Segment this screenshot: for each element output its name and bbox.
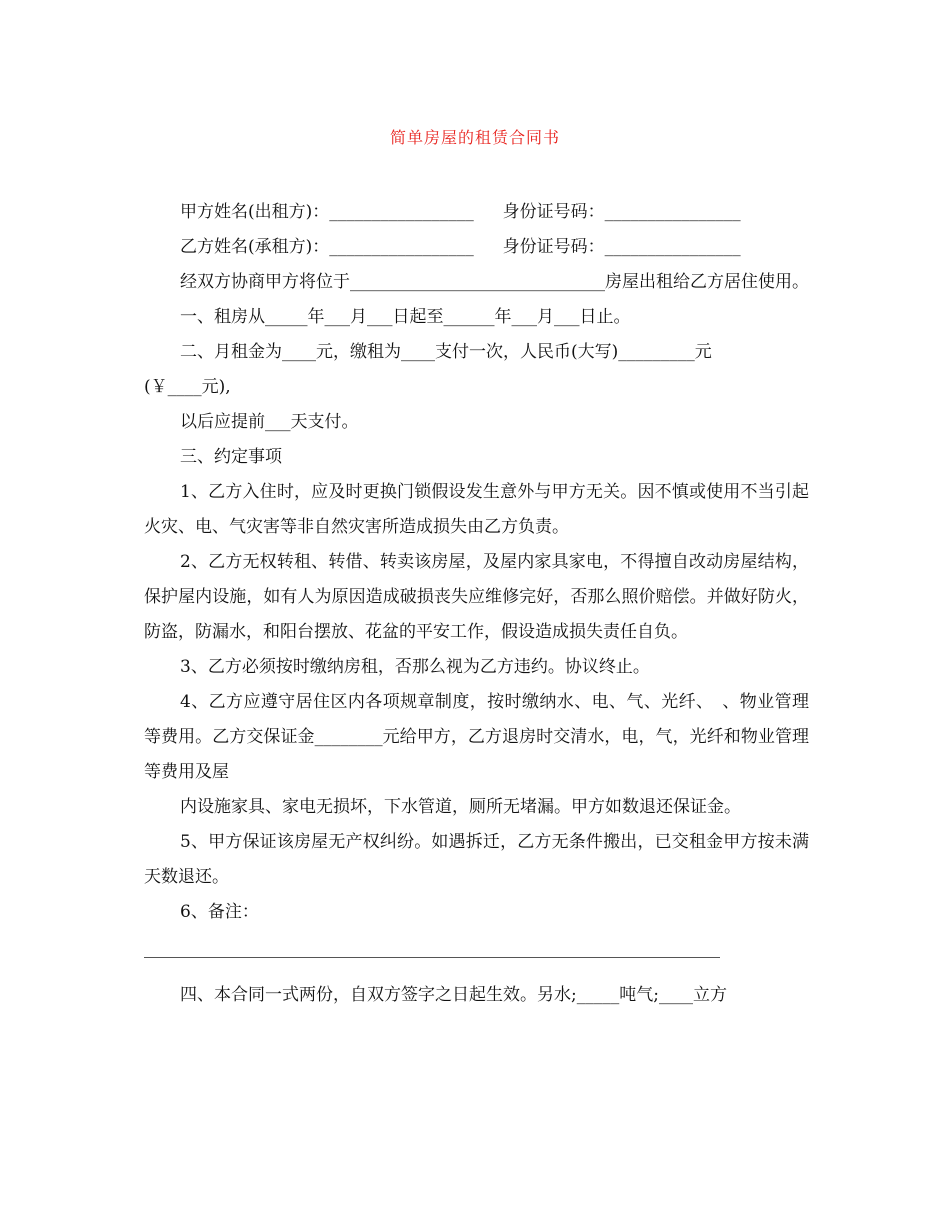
clause-3-heading: 三、约定事项: [180, 447, 282, 467]
clause-2-advance: 以后应提前___天支付。: [180, 412, 359, 432]
party-a-name-field: 甲方姓名(出租方)：_________________: [180, 202, 474, 222]
item-4: 4、乙方应遵守居住区内各项规章制度，按时缴纳水、电、气、光纤、 、物业管理等费用。乙方交保证金________元给甲方，乙方退房时交清水，电，气，光纤和物业管理等费用及屋: [144, 692, 809, 782]
item-2: 2、乙方无权转租、转借、转卖该房屋，及屋内家具家电，不得擅自改动房屋结构，保护屋内设施，如有人为原因造成破损丧失应维修完好，否那么照价赔偿。并做好防火，防盗，防漏水，和阳台摆放、花盆的平安工作，假设造成损失责任自负。: [144, 552, 809, 642]
item-1: 1、乙方入住时，应及时更换门锁假设发生意外与甲方无关。因不慎或使用不当引起火灾、电、气灾害等非自然灾害所造成损失由乙方负责。: [144, 482, 809, 537]
clause-2-rent: 二、月租金为____元，缴租为____支付一次，人民币(大写)_________元: [180, 342, 712, 362]
contract-body: [144, 195, 809, 1013]
item-3: 3、乙方必须按时缴纳房租，否那么视为乙方违约。协议终止。: [180, 657, 650, 677]
clause-1: 一、租房从_____年___月___日起至______年___月___日止。: [180, 307, 631, 327]
party-b-name-field: 乙方姓名(承租方)：_________________: [180, 237, 474, 257]
document-title: 简单房屋的租赁合同书: [389, 128, 560, 147]
intro-paragraph: 经双方协商甲方将位于______________________________房屋出租给乙方居住使用。: [180, 272, 809, 292]
clause-4: 四、本合同一式两份，自双方签字之日起生效。另水;_____吨气;____立方: [180, 985, 727, 1005]
party-b-line: [144, 230, 809, 265]
clause-2-amount: (￥____元),: [144, 377, 231, 397]
item-4-continued: 内设施家具、家电无损坏，下水管道，厕所无堵漏。甲方如数退还保证金。: [180, 797, 741, 817]
item-6-remarks: 6、备注：: [180, 902, 259, 922]
party-b-id-field: 身份证号码：________________: [502, 237, 741, 257]
remarks-blank-line: [144, 957, 720, 958]
item-5: 5、甲方保证该房屋无产权纠纷。如遇拆迁，乙方无条件搬出，已交租金甲方按未满天数退还。: [144, 832, 809, 887]
party-a-line: [144, 195, 809, 230]
party-a-id-field: 身份证号码：________________: [502, 202, 741, 222]
